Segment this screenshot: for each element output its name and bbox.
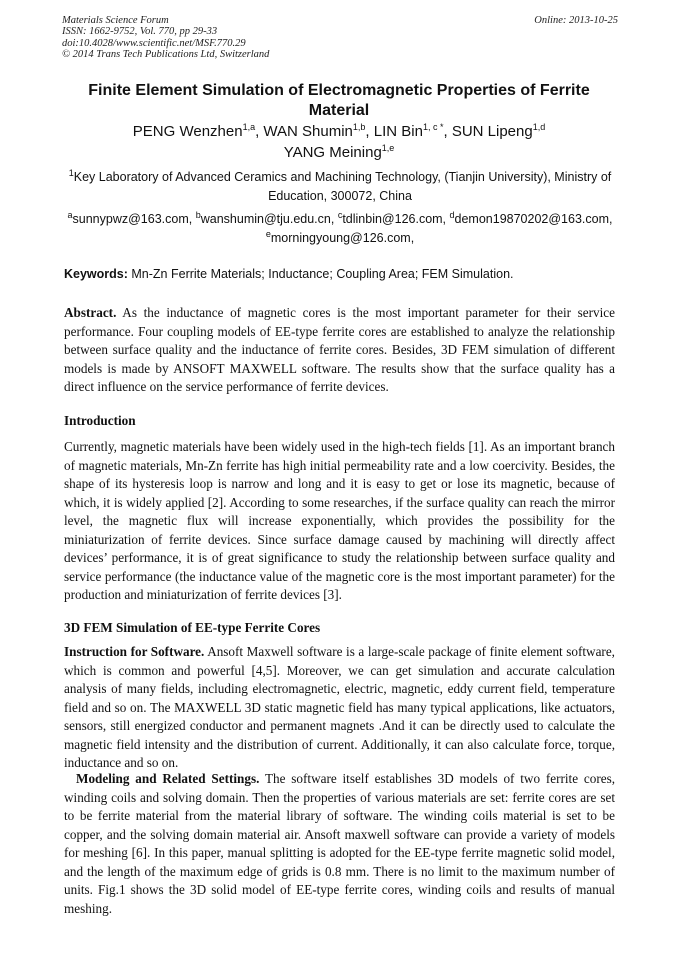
abstract-text: As the inductance of magnetic cores is the most important parameter for their service performance. Four coupling models of EE-type ferrite cores are established to analyze the relationship between surface quality and the inductance of ferrite cores. Besides, 3D FEM simulation of different models is made by ANSOFT MAXWELL software. The results show that the surface quality has a direct influence on the service performance of ferrite devices.: [64, 305, 616, 394]
author-affiliation-sup: 1,d: [532, 122, 546, 132]
copyright-line: © 2014 Trans Tech Publications Ltd, Switzerland: [62, 48, 270, 60]
author-list: PENG Wenzhen$^{1,a}$, WAN Shumin$^{1,b}$, LIN Bin$^{1, c *}$, SUN Lipeng$^{1,d}$ YANG Meining$^{1,e}$: [132, 122, 546, 161]
email-link[interactable]: sunnypwz@163.com,: [72, 212, 193, 226]
modeling-text: The software itself establishes 3D models of two ferrite cores, winding coils and solving domain. Then the properties of various materials are set: ferrite cores are set to be ferrite material from the material library of software. The winding coils material is set to be copper, and the solving domain material air. Ansoft maxwell software can provide a variety of models for meshing [6]. In this paper, manual splitting is adopted for the EE-type ferrite magnetic solid model, and the length of the maximum edge of grids is 0.8 mm. There is no limit to the maximum number of units. Fig.1 shows the 3D solid model of EE-type ferrite cores, winding coils and results of manual meshing.: [64, 771, 615, 916]
keywords-label: Keywords:: [64, 267, 128, 281]
affiliation: [62, 168, 618, 205]
modeling-lead: Modeling and Related Settings.: [76, 771, 260, 786]
journal-name: Materials Science Forum: [62, 15, 169, 26]
email-link[interactable]: morningyoung@126.com,: [270, 230, 415, 245]
email-sup: a: [67, 210, 73, 220]
software-lead: Instruction for Software.: [64, 644, 205, 659]
author-name: YANG Meining: [283, 144, 382, 161]
email-sup: b: [195, 210, 201, 220]
software-text: Ansoft Maxwell software is a large-scale package of finite element software, which is common and powerful [4,5]. Moreover, we can get simulation and accurate calculation analysis of many fields, including electromagnetic, electric, magnetic, eddy current field, temperature field and so on. The MAXWELL 3D static magnetic field has many typical applications, like actuators, sensors, still energized conductor and permanent magnets .And it can be directly used to calculate the magnetic field intensity and the distribution of current. Additionally, it can also calculate force, torque, inductance and so on.: [64, 644, 615, 770]
affiliation-text: Key Laboratory of Advanced Ceramics and Machining Technology, (Tianjin University), Ministry of Education, 300072, China: [73, 170, 612, 203]
author-affiliation-sup: 1, c *: [422, 122, 444, 132]
author-name: SUN Lipeng: [451, 123, 533, 140]
introduction-heading: Introduction: [64, 413, 136, 428]
introduction-paragraph: Currently, magnetic materials have been widely used in the high-tech fields [1]. As an important branch of magnetic materials, Mn-Zn ferrite has high initial permeability rate and a low coercivity. Besides, the shape of its hysteresis loop is narrow and long and it is easy to get or lose its magnetic, because of which, it is widely applied [2]. According to some researches, if the surface quality can reach the mirror level, the magnetic flux will increase exponentially, which provides the possibility for the miniaturization of ferrite devices. Since surface damage caused by machining will directly affect devices’ performance, it is of great significance to study the relationship between surface quality and service performance (the inductance value of the magnetic core is the most important parameter) for the production and miniaturization of ferrite devices [3].: [64, 439, 615, 602]
author-affiliation-sup: 1,b: [352, 122, 366, 132]
author-affiliation-sup: 1,a: [242, 122, 256, 132]
keywords: [64, 265, 620, 283]
simulation-heading: 3D FEM Simulation of EE-type Ferrite Cores: [64, 620, 321, 635]
email-link[interactable]: wanshumin@tju.edu.cn,: [200, 212, 335, 226]
author-name: WAN Shumin: [263, 123, 353, 140]
abstract-paragraph: [64, 304, 615, 397]
keywords-text: Mn-Zn Ferrite Materials; Inductance; Coupling Area; FEM Simulation.: [131, 267, 514, 281]
email-sup: e: [265, 228, 271, 239]
author-name: LIN Bin: [373, 123, 423, 140]
affiliation-sup: 1: [68, 168, 74, 178]
email-sup: d: [449, 210, 455, 220]
software-paragraph: [64, 643, 615, 773]
abstract-label: Abstract.: [64, 305, 117, 320]
journal-header: [62, 15, 618, 60]
issn-line: ISSN: 1662-9752, Vol. 770, pp 29-33: [62, 26, 218, 38]
author-affiliation-sup: 1,e: [381, 143, 395, 153]
author-name: PENG Wenzhen: [132, 123, 243, 140]
email-link[interactable]: tdlinbin@126.com,: [342, 212, 447, 226]
paper-title: Finite Element Simulation of Electromagnetic Properties of Ferrite Material: [88, 82, 590, 119]
email-sup: c: [337, 210, 343, 220]
modeling-paragraph: [64, 770, 615, 918]
doi-line[interactable]: doi:10.4028/www.scientific.net/MSF.770.29: [62, 37, 246, 49]
email-link[interactable]: demon19870202@163.com,: [454, 212, 613, 226]
author-emails: [62, 210, 618, 247]
online-date: Online: 2013-10-25: [534, 15, 618, 26]
